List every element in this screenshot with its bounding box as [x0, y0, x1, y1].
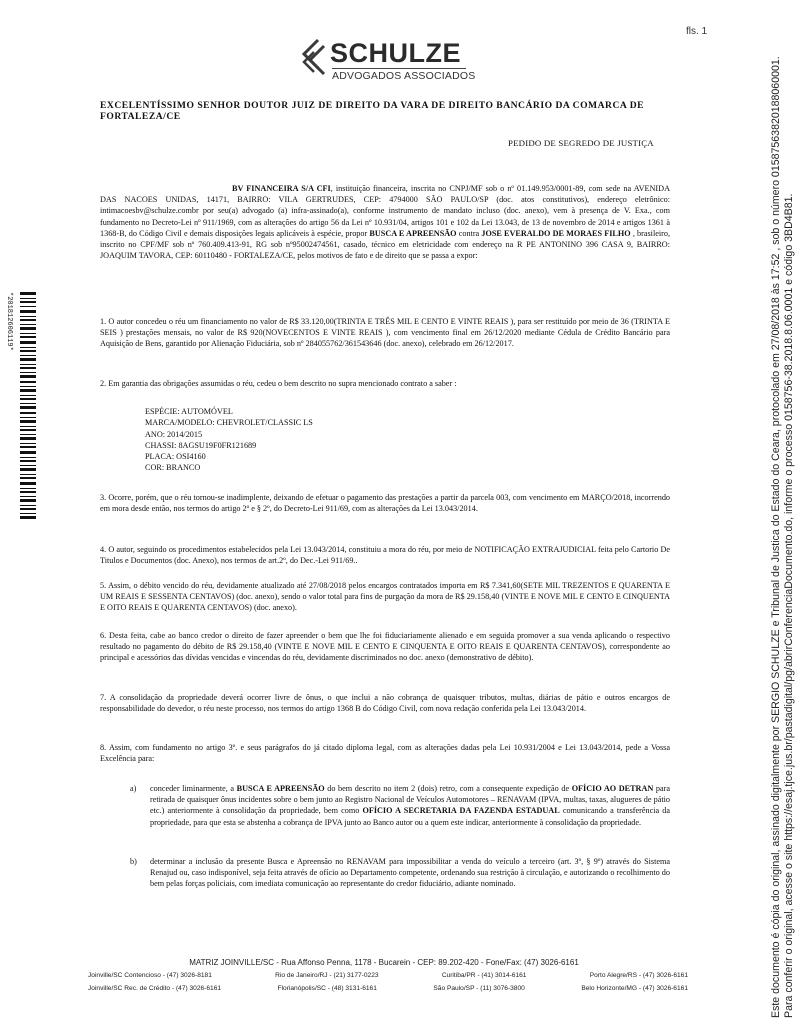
footer-office: Rio de Janeiro/RJ - (21) 3177-0223: [275, 972, 379, 979]
request-text: [150, 783, 670, 828]
page-number-label: fls. 1: [686, 26, 708, 37]
footer-matriz: MATRIZ JOINVILLE/SC - Rua Affonso Penna, 1178 - Bucarein - CEP: 89.202-420 - Fone/Fax: (47) 3026-6161: [189, 958, 579, 967]
item-text: Assim, com fundamento no artigo 3º. e seus parágrafos do já citado diploma legal, com as alterações dadas pela Lei 10.931/2004 e Lei 13.043/2014, pede a Vossa Excelência para:: [100, 743, 670, 764]
list-item: [100, 742, 670, 764]
vehicle-line: MARCA/MODELO: CHEVROLET/CLASSIC LS: [145, 418, 313, 428]
request-bold: OFÍCIO A SECRETARIA DA FAZENDA ESTADUAL: [362, 806, 560, 816]
request-b: [130, 856, 670, 890]
schulze-chevron-logo-icon: [296, 38, 330, 82]
item-number: 5.: [100, 581, 107, 590]
vehicle-line: COR: BRANCO: [145, 463, 201, 473]
pedido-label: PEDIDO DE SEGREDO DE JUSTIÇA: [508, 138, 654, 148]
request-bold: BUSCA E APREENSÃO: [236, 784, 325, 793]
footer-offices-row-1: [88, 972, 688, 979]
item-number: 7.: [100, 693, 107, 702]
item-number: 3.: [100, 493, 107, 502]
schulze-logo: [296, 38, 496, 90]
vehicle-line: ANO: 2014/2015: [145, 429, 203, 439]
footer-office: Florianópolis/SC - (48) 3131-6161: [277, 985, 377, 992]
intro-paragraph: [100, 183, 670, 261]
plaintiff-name: BV FINANCEIRA S/A CFI: [232, 184, 331, 193]
barcode-icon: [20, 292, 36, 522]
vehicle-line: PLACA: OSI4160: [145, 452, 206, 462]
list-item: [100, 378, 670, 389]
defendant-name: JOSE EVERALDO DE MORAES FILHO: [481, 228, 631, 238]
vehicle-line: ESPÉCIE: AUTOMÓVEL: [145, 407, 233, 416]
intro-text-1: , instituição financeira, inscrita no CNPJ/MF sob o nº 01.149.953/0001-89, com sede na AVENIDA DAS NACOES UNIDAS, 14171, BAIRRO: VILA GERTRUDES, CEP: 4794000 SÃO PAULO/SP (doc. atos constitutivos), endereço eletrônico: intimacoesbv@schulze.combr por seu(a) advogado (a) infra-assinado(a), conforme instrumento de mandato incluso (doc. anexo), vem à presença de V. Exa., com fundamento no Decreto-Lei nº 911/1969, com as alterações do artigo 56 da Lei nº 10.931/04, artigos 101 e 102 da Lei 13.043, de 13 de novembro de 2014 e artigos 1361 à 1368-B, do Código Civil e demais disposições legais aplicáveis à espécie, propor: [100, 184, 670, 238]
footer-offices-row-2: [88, 985, 688, 992]
signature-note-line: Este documento é cópia do original, assinado digitalmente por SERGIO SCHULZE e Tribunal de Justica do Estado do Ceara, protocolado em 27/08/2018 às 17:52 , sob o número 01587563820188060001.: [770, 56, 782, 1018]
signature-note-line: Para conferir o original, acesse o site https://esaj.tjce.jus.br/pastadigital/pg/abrirConferenciaDocumento.do, informe o processo 0158756-38.2018.8.06.0001 e código 3BD4B81.: [782, 193, 795, 1018]
request-segment: conceder liminarmente, a: [150, 784, 237, 793]
request-segment: do bem descrito no item 2 (dois) retro, com a consequente expedição de: [324, 784, 572, 793]
request-text: determinar a inclusão da presente Busca e Apreensão no RENAVAM para impossibilitar a venda do veículo a terceiro (art. 3º, § 9º) através do Sistema Renajud ou, caso indisponível, seja feita através de ofício ao Departamento competente, ordenando sua restrição à circulação, e autorizando o recolhimento do bem pelas forças policiais, com imediata comunicação ao representante do credor fiduciário, adiante nominado.: [150, 857, 670, 889]
item-text: O autor concedeu o réu um financiamento no valor de R$ 33.120,00(TRINTA E TRÊS MIL E CENTO E VINTE REAIS ), para ser restituído por meio de 36 (TRINTA E SEIS ) prestações mensais, no valor de R$ 920(NOVECENTOS E VINTE REAIS ), com vencimento final em 26/12/2020 mediante Cédula de Crédito Bancário para Aquisição de Bens, garantido por Alienação Fiduciária, sob nº 284055762/361543646 (doc. anexo), celebrado em 26/12/2017.: [100, 317, 670, 349]
vehicle-line: CHASSI: 8AGSU19F0FR121689: [145, 440, 257, 450]
request-bold: OFÍCIO AO DETRAN: [571, 784, 654, 793]
item-text: Ocorre, porém, que o réu tornou-se inadimplente, deixando de efetuar o pagamento das prestações a partir da parcela 003, com vencimento em MARÇO/2018, incorrendo em mora desde então, nos termos do artigo 2º e § 2º, do Decreto-Lei 911/69, com as alterações da Lei 13.043/2014.: [100, 493, 671, 514]
request-label: b): [130, 857, 137, 866]
request-a: [130, 783, 670, 828]
intro-text-3: , brasileiro, inscrito no CPF/MF sob nº 760.409.413-91, RG sob nº95002474561, casado, técnico em eletricidade com endereço na R PE ANTONINO 396 CASA 9, BAIRRO: JOAQUIM TAVORA, CEP: 60110480 - FORTALEZA/CE, pelos motivos de fato e de direito que se passa a expor:: [100, 228, 671, 261]
item-number: 1.: [100, 317, 107, 326]
item-text: Em garantia das obrigações assumidas o réu, cedeu o bem descrito no supra mencionado contrato a saber :: [108, 379, 457, 388]
list-item: [100, 580, 670, 614]
document-heading: EXCELENTÍSSIMO SENHOR DOUTOR JUIZ DE DIREITO DA VARA DE DIREITO BANCÁRIO DA COMARCA DE FORTALEZA/CE: [100, 100, 645, 122]
item-text: Assim, o débito vencido do réu, devidamente atualizado até 27/08/2018 pelos encargos contratados importa em R$ 7.341,60(SETE MIL TREZENTOS E QUARENTA E UM REAIS E SESSENTA CENTAVOS) (doc. anexo), sendo o valor total para fins de purgação da mora de R$ 29.158,40 (VINTE E NOVE MIL E CENTO E CINQUENTA E OITO REAIS E QUARENTA CENTAVOS) (doc. anexo).: [100, 581, 670, 613]
footer-office: Porto Alegre/RS - (47) 3026-6161: [589, 972, 688, 979]
list-item: [100, 544, 670, 566]
footer-office: Belo Horizonte/MG - (47) 3026-6161: [581, 985, 688, 992]
item-number: 6.: [100, 631, 107, 640]
list-item: [100, 492, 670, 514]
digital-signature-note: [770, 8, 795, 1018]
footer-office: Joinville/SC Rec. de Crédito - (47) 3026-6161: [88, 985, 222, 992]
logo-subtitle: ADVOGADOS ASSOCIADOS: [332, 70, 476, 82]
footer-office: São Paulo/SP - (11) 3076-3800: [433, 985, 525, 992]
item-text: A consolidação da propriedade deverá ocorrer livre de ônus, o que inclui a não cobrança de quaisquer tributos, multas, diárias de pátio e outros encargos de responsabilidade do devedor, o réu neste processo, nos termos do artigo 1368 B do Código Civil, com nova redação conferida pela Lei 13.043/2014.: [100, 693, 670, 714]
list-item: [100, 630, 670, 664]
request-label: a): [130, 784, 137, 793]
request-segment: para retirada de quaisquer ônus incidentes sobre o bem junto ao Registro Nacional de Veículos Automotores – RENAVAM (IPVA, multas, taxas, alugueres de pátio etc.) anteriormente à consolidação da propriedade, bem como: [150, 784, 670, 816]
footer-office: Curitiba/PR - (41) 3014-6161: [441, 972, 527, 979]
item-text: Desta feita, cabe ao banco credor o direito de fazer apreender o bem que lhe foi fiduciariamente alienado e em seguida promover a sua venda aplicando o respectivo resultado no pagamento do débito de R$ 29.158,40 (VINTE E NOVE MIL E CENTO E CINQUENTA E OITO REAIS E QUARENTA CENTAVOS), correspondente ao principal e acessórios das dívidas vencidas e vincendas do réu, devidamente discriminados no doc. anexo (demonstrativo de débito).: [100, 631, 670, 663]
action-name: BUSCA E APREENSÃO: [369, 228, 457, 238]
logo-divider: [332, 68, 466, 69]
list-item: [100, 692, 670, 714]
logo-name: SCHULZE: [330, 38, 461, 68]
footer-office: Joinville/SC Contencioso - (47) 3026-8181: [88, 972, 212, 979]
intro-text-2: contra: [456, 228, 482, 238]
barcode-digits: *201812606119*: [5, 292, 13, 351]
vehicle-details: [145, 406, 313, 474]
item-text: O autor, seguindo os procedimentos estabelecidos pela Lei 13.043/2014, constituiu a mora do réu, por meio de NOTIFICAÇÃO EXTRAJUDICIAL feita pelo Cartorio De Titulos e Documentos (doc. Anexo), nos termos de art.2º, do Dec.-Lei 911/69..: [100, 545, 671, 566]
request-segment: comunicando a transferência da propriedade, para que esta se abstenha a cobrança de IPVA junto ao Banco autor ou a quem este indicar, anteriormente à consolidação da propriedade.: [150, 806, 670, 827]
item-number: 8.: [100, 743, 107, 752]
list-item: [100, 316, 670, 350]
item-number: 2.: [100, 379, 107, 388]
item-number: 4.: [100, 545, 107, 554]
